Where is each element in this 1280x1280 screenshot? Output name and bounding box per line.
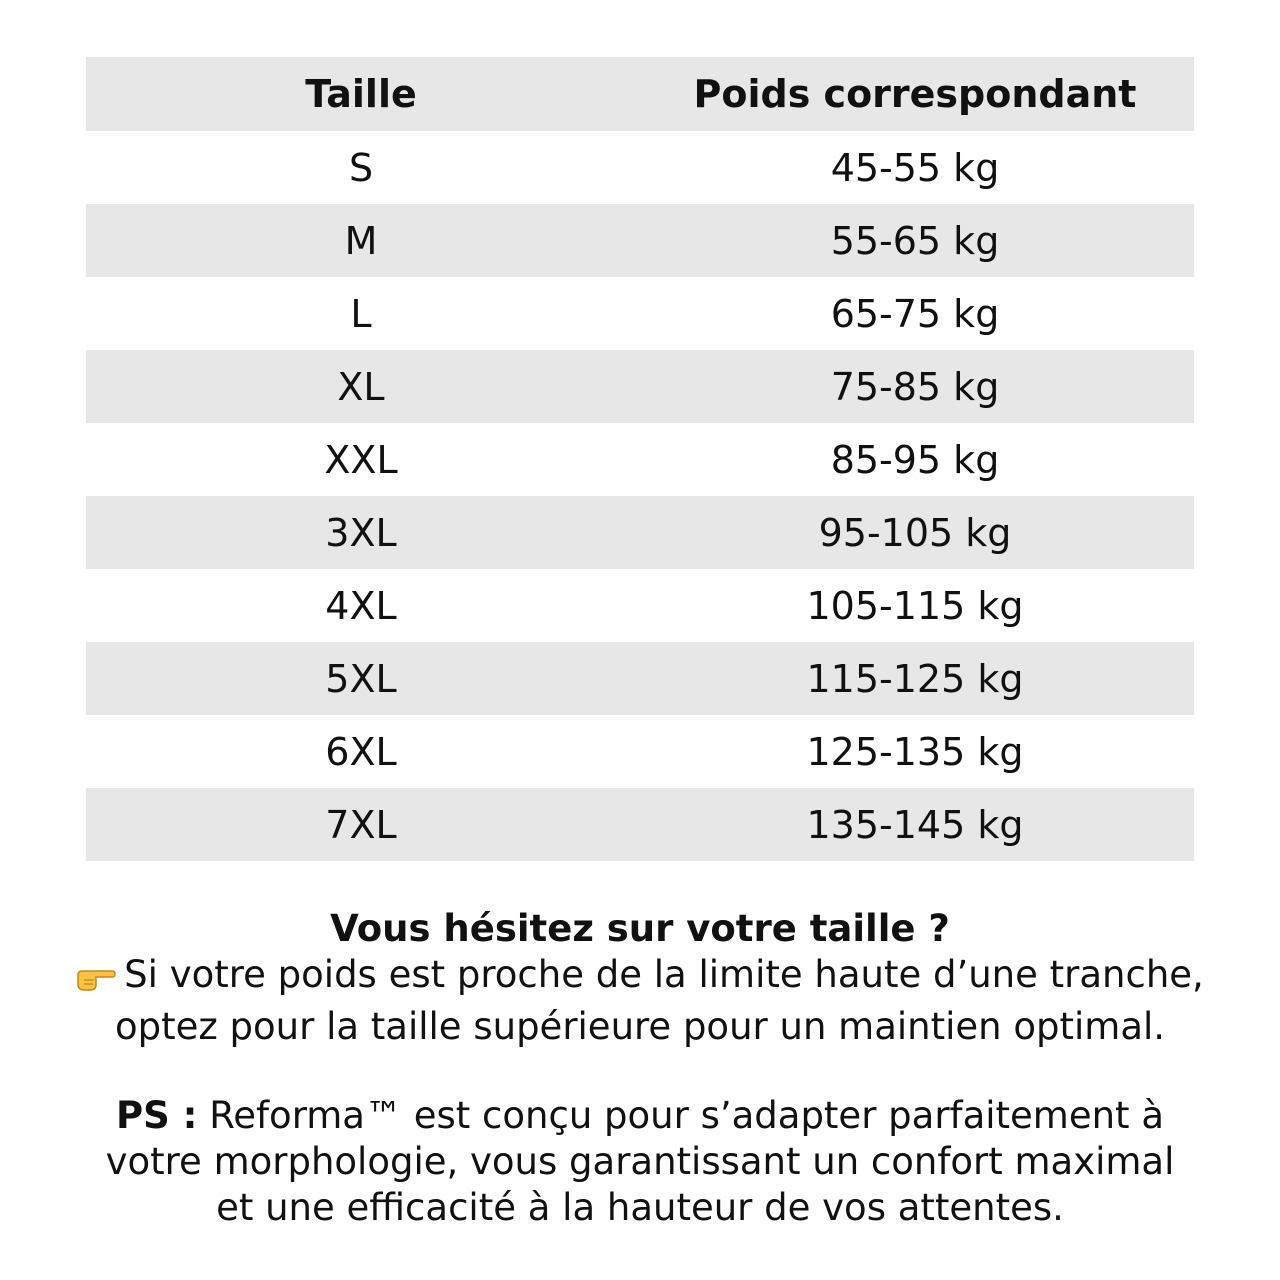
size-cell: 6XL bbox=[325, 729, 397, 774]
table-row bbox=[86, 496, 1194, 569]
table-row bbox=[86, 715, 1194, 788]
table-row bbox=[86, 423, 1194, 496]
size-cell: 7XL bbox=[325, 802, 397, 847]
weight-cell: 65-75 kg bbox=[830, 291, 1000, 336]
size-chart-table bbox=[86, 57, 1194, 861]
ps-line-3: et une efficacité à la hauteur de vos attentes. bbox=[216, 1186, 1064, 1229]
ps-line-2: votre morphologie, vous garantissant un confort maximal bbox=[105, 1140, 1175, 1183]
table-row bbox=[86, 204, 1194, 277]
size-cell: 4XL bbox=[325, 583, 397, 628]
table-row bbox=[86, 350, 1194, 423]
table-row bbox=[86, 569, 1194, 642]
size-cell: XL bbox=[337, 364, 385, 409]
weight-cell: 115-125 kg bbox=[806, 656, 1024, 701]
table-row bbox=[86, 642, 1194, 715]
ps-line-1: Reforma™ est conçu pour s’adapter parfaitement à bbox=[209, 1094, 1164, 1137]
table-row bbox=[86, 788, 1194, 861]
size-cell: M bbox=[344, 218, 378, 263]
header-weight: Poids correspondant bbox=[693, 72, 1137, 116]
advice-line-2: optez pour la taille supérieure pour un maintien optimal. bbox=[114, 1005, 1166, 1048]
size-cell: 3XL bbox=[325, 510, 397, 555]
weight-cell: 55-65 kg bbox=[830, 218, 1000, 263]
advice-text bbox=[0, 952, 1280, 1048]
table-row bbox=[86, 277, 1194, 350]
table-row bbox=[86, 131, 1194, 204]
weight-cell: 135-145 kg bbox=[806, 802, 1024, 847]
size-cell: XXL bbox=[324, 437, 398, 482]
ps-note bbox=[0, 1093, 1280, 1231]
header-size: Taille bbox=[305, 72, 417, 116]
weight-cell: 75-85 kg bbox=[830, 364, 1000, 409]
weight-cell: 105-115 kg bbox=[806, 583, 1024, 628]
size-cell: S bbox=[348, 145, 374, 190]
advice-title: Vous hésitez sur votre taille ? bbox=[330, 907, 950, 950]
size-cell: 5XL bbox=[325, 656, 397, 701]
weight-cell: 85-95 kg bbox=[830, 437, 1000, 482]
weight-cell: 125-135 kg bbox=[806, 729, 1024, 774]
ps-label: PS : bbox=[116, 1094, 198, 1137]
table-header-row bbox=[86, 57, 1194, 131]
size-cell: L bbox=[350, 291, 372, 336]
advice-line-1: Si votre poids est proche de la limite haute d’une tranche, bbox=[124, 953, 1204, 996]
pointing-hand-icon bbox=[76, 958, 116, 1004]
weight-cell: 45-55 kg bbox=[830, 145, 1000, 190]
weight-cell: 95-105 kg bbox=[818, 510, 1012, 555]
